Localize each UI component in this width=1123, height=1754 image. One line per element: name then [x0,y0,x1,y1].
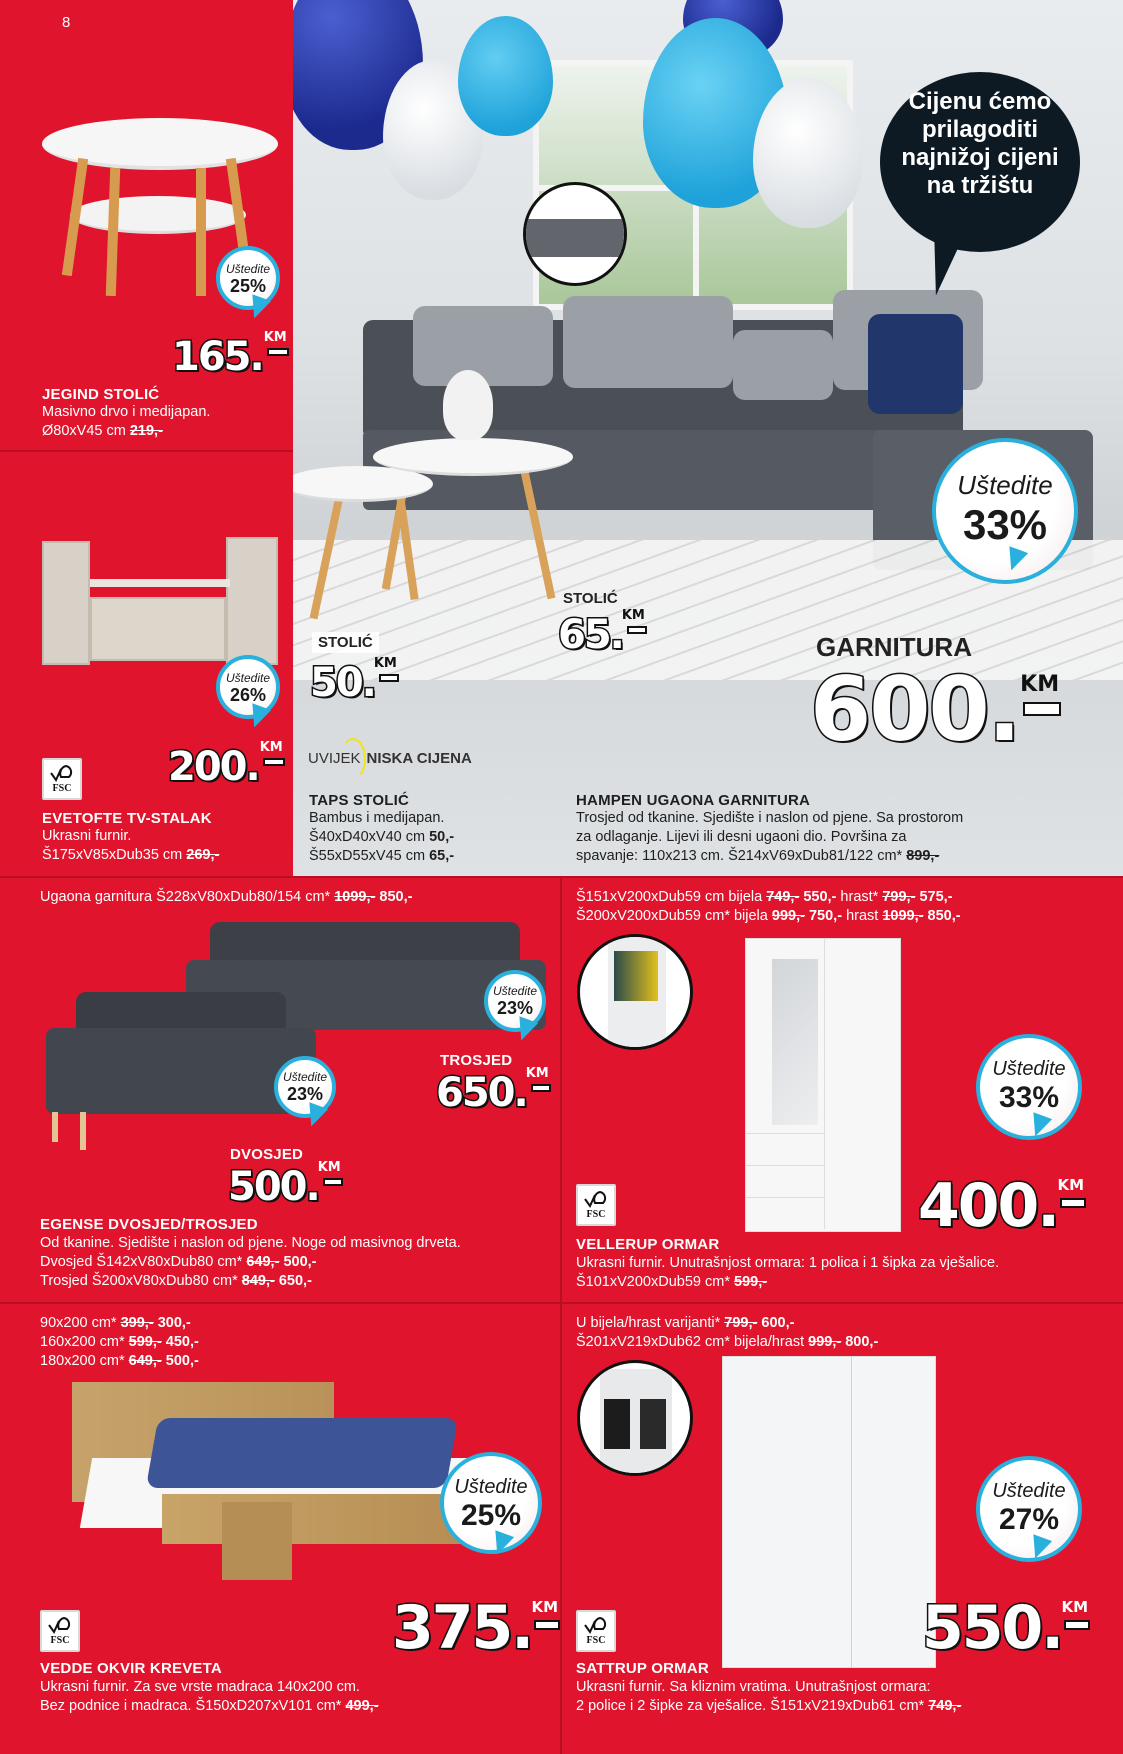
fsc-badge [576,1610,616,1652]
savings-label: Uštedite [992,1480,1066,1502]
old-price: 499,- [345,1698,379,1714]
price-match-bubble [880,72,1080,252]
large-table-image [373,438,573,476]
fsc-badge [576,1184,616,1226]
savings-label: Uštedite [225,671,271,685]
tv-stand-image [42,537,278,667]
fsc-label: FSC [586,1209,606,1220]
variant-prices [576,1314,878,1352]
promo-line: na tržištu [926,172,1034,199]
dvosjed-label: DVOSJED [230,1146,304,1163]
savings-value: 33% [998,1081,1060,1114]
product-description [42,403,210,441]
product-description [40,1234,461,1291]
savings-label: Uštedite [492,984,538,998]
fsc-tree-icon [47,1615,73,1635]
savings-value: 25% [460,1499,522,1532]
divider [560,876,562,1754]
product-title: HAMPEN UGAONA GARNITURA [576,792,811,809]
price-dash [627,626,647,634]
product-description [42,827,219,865]
price [172,330,287,380]
corner-sofa-price-line [40,888,412,907]
price-dash [534,1620,560,1630]
product-description [40,1678,379,1716]
product-description [576,809,963,866]
currency: KM [263,330,287,345]
size: 160x200 cm* [40,1334,125,1350]
currency: KM [621,608,645,623]
dvosjed-image [46,992,316,1152]
product-description [576,1678,961,1716]
savings-bubble [274,1056,336,1118]
product-title: EVETOFTE TV-STALAK [42,810,212,827]
price-value: 165. [172,334,263,380]
variant-line [576,907,961,926]
fsc-tree-icon [49,763,75,783]
new-price: 300,- [157,1315,191,1331]
new-price: 750,- [808,908,843,924]
old-price: 749,- [928,1698,962,1714]
desc-line: Bambus i medijapan. [309,810,445,826]
savings-value: 27% [998,1503,1060,1536]
niska-cijena-text: NISKA CIJENA [366,750,472,767]
currency: KM [1061,1598,1089,1616]
savings-value: 23% [496,998,534,1018]
desc-line: Ukrasni furnir. [42,828,132,844]
old-price: 649,- [128,1353,162,1369]
currency: KM [1057,1176,1085,1194]
size-line [576,1273,999,1292]
fsc-label: FSC [50,1635,70,1646]
savings-label: Uštedite [282,1070,328,1084]
promo-line: najnižoj cijeni [901,144,1059,171]
price-value: 400. [918,1171,1059,1241]
wardrobe-interior-inset [577,1360,693,1476]
price-value: 600. [810,658,1020,761]
size: Š151xV200xDub59 cm bijela [576,889,763,905]
product-title: VEDDE OKVIR KREVETA [40,1660,222,1677]
wardrobe-interior-inset [577,934,693,1050]
new-price: 500,- [283,1254,317,1270]
new-price: 850,- [379,889,413,905]
variant-color: hrast* [840,889,879,905]
old-price: 1099,- [882,908,924,924]
price-small-table [310,656,397,706]
new-price: 550,- [803,889,837,905]
price-value: 200. [168,744,259,790]
old-price: 799,- [724,1315,758,1331]
pillow [733,330,833,400]
stolic-small-label: STOLIĆ [312,632,379,653]
variant-line [309,847,454,866]
price-dash [531,1084,551,1092]
uvijek-text: UVIJEK [308,750,361,767]
price-trosjed [436,1066,549,1116]
old-price: 999,- [771,908,805,924]
desc-line: Od tkanine. Sjedište i naslon od pjene. Noge od masivnog drveta. [40,1235,461,1251]
wardrobe-image [745,938,901,1232]
currency: KM [1020,672,1060,697]
stolic-large-label: STOLIĆ [563,590,618,607]
new-price: 800,- [845,1334,879,1350]
product-description [309,809,454,866]
size: Bez podnice i madraca. Š150xD207xV101 cm* [40,1698,342,1714]
crescent-icon [340,738,366,780]
size: 2 police i 2 šipke za vješalice. Š151xV219xDub61 cm* [576,1698,925,1714]
currency: KM [531,1598,559,1616]
savings-bubble [440,1452,542,1554]
size-prices [40,1314,199,1371]
savings-value: 33% [962,501,1048,548]
savings-bubble [976,1034,1082,1140]
size: Š175xV85xDub35 cm [42,847,183,863]
size-line [42,422,210,441]
size: spavanje: 110x213 cm. Š214xV69xDub81/122 cm* [576,848,903,864]
variant-line [40,1272,461,1291]
old-price: 599,- [128,1334,162,1350]
divider [0,450,293,452]
currency: KM [373,656,397,671]
fsc-tree-icon [583,1615,609,1635]
price-dash [267,348,289,356]
old-price: 849,- [241,1273,275,1289]
price-dash [379,674,399,682]
old-price: 749,- [766,889,800,905]
savings-label: Uštedite [992,1058,1066,1080]
savings-bubble [216,246,280,310]
size: Dvosjed Š142xV80xDub80 cm* [40,1254,243,1270]
product-title: JEGIND STOLIĆ [42,386,160,403]
variant-price: 50,- [429,829,455,845]
size: 90x200 cm* [40,1315,117,1331]
price-dash [263,758,285,766]
size: Trosjed Š200xV80xDub80 cm* [40,1273,238,1289]
old-price: 999,- [808,1334,842,1350]
price-large-table [558,608,645,658]
product-title: TAPS STOLIĆ [309,792,409,809]
variant-line [40,1333,199,1352]
new-price: 575,- [919,889,953,905]
currency: KM [317,1160,341,1175]
balloon [458,16,553,136]
price [168,740,283,790]
price-value: 500. [228,1164,319,1210]
page-number: 8 [62,14,71,31]
variant-line [40,1253,461,1272]
desc-line: za odlaganje. Lijevi ili desni ugaoni dio. Površina za [576,829,907,845]
desc-line: Trosjed od tkanine. Sjedište i naslon od pjene. Sa prostorom [576,810,964,826]
new-price: 850,- [927,908,961,924]
old-price: 899,- [906,848,940,864]
savings-label: Uštedite [454,1476,528,1498]
savings-label: Uštedite [225,262,271,276]
price [922,1593,1089,1663]
size: Š200xV200xDub59 cm* bijela [576,908,768,924]
price-value: 50. [310,660,375,706]
savings-value: 25% [229,276,267,296]
price-value: 65. [558,612,623,658]
variant-prices [576,888,961,926]
old-price: 799,- [882,889,916,905]
price-value: 550. [922,1593,1063,1663]
variant-line [309,828,454,847]
sliding-wardrobe-image [722,1356,936,1668]
old-price: 269,- [186,847,220,863]
size: Ø80xV45 cm [42,423,126,439]
size-line [42,846,219,865]
promo-line: Cijenu ćemo [908,88,1052,115]
desc-line: Ukrasni furnir. Sa kliznim vratima. Unutrašnjost ormara: [576,1679,931,1695]
currency: KM [259,740,283,755]
price [392,1593,559,1663]
new-price: 650,- [278,1273,312,1289]
size: U bijela/hrast varijanti* [576,1315,721,1331]
currency: KM [525,1066,549,1081]
size: Š101xV200xDub59 cm* [576,1274,730,1290]
product-description [576,1254,999,1292]
price [918,1171,1085,1241]
desc-line: Ukrasni furnir. Unutrašnjost ormara: 1 polica i 1 šipka za vješalice. [576,1255,1000,1271]
pillow [868,314,963,414]
variant-line [40,1352,199,1371]
product-title: VELLERUP ORMAR [576,1236,720,1253]
fsc-tree-icon [583,1189,609,1209]
pillow [413,306,553,386]
size: 180x200 cm* [40,1353,125,1369]
savings-bubble [976,1456,1082,1562]
new-price: 450,- [165,1334,199,1350]
old-price: 649,- [246,1254,280,1270]
price-value: 375. [392,1593,533,1663]
old-price: 599,- [734,1274,768,1290]
price-value: 650. [436,1070,527,1116]
old-price: 219,- [129,423,163,439]
pillow [563,296,733,388]
variant-color: hrast [846,908,879,924]
fsc-label: FSC [52,783,72,794]
savings-value: 26% [229,685,267,705]
new-price: 500,- [165,1353,199,1369]
price-dash [1060,1198,1086,1208]
desc-line: Masivno drvo i medijapan. [42,404,211,420]
size-line [576,1697,961,1716]
size-line [40,1697,379,1716]
vase [443,370,493,440]
size: Š201xV219xDub62 cm* bijela/hrast [576,1334,805,1350]
old-price: 399,- [120,1315,154,1331]
product-title: EGENSE DVOSJED/TROSJED [40,1216,258,1233]
price-dash [323,1178,343,1186]
desc-line: Ukrasni furnir. Za sve vrste madraca 140x200 cm. [40,1679,360,1695]
product-title: SATTRUP ORMAR [576,1660,709,1677]
size-line [576,847,963,866]
trosjed-label: TROSJED [440,1052,513,1069]
variant-line [40,1314,199,1333]
savings-bubble [484,970,546,1032]
old-price: 1099,- [334,889,376,905]
variant-line [576,1333,878,1352]
price-garnitura [810,658,1060,761]
promo-line: prilagoditi [922,116,1038,143]
new-price: 600,- [761,1315,795,1331]
variant-price: 65,- [429,848,455,864]
fsc-badge [42,758,82,800]
size: Ugaona garnitura Š228xV80xDub80/154 cm* [40,889,331,905]
sofa-bed-inset [523,182,627,286]
fsc-badge [40,1610,80,1652]
size: Š40xD40xV40 cm [309,829,426,845]
savings-bubble [216,655,280,719]
price-dash [1064,1620,1090,1630]
fsc-label: FSC [586,1635,606,1646]
garnitura-label: GARNITURA [816,632,972,662]
size: Š55xD55xV45 cm [309,848,426,864]
price-dvosjed [228,1160,341,1210]
uvijek-niska-cijena-logo [308,750,472,767]
variant-line [576,1314,878,1333]
savings-value: 23% [286,1084,324,1104]
variant-line [576,888,961,907]
price-dash [1023,702,1061,716]
savings-label: Uštedite [957,470,1053,500]
savings-bubble [932,438,1078,584]
